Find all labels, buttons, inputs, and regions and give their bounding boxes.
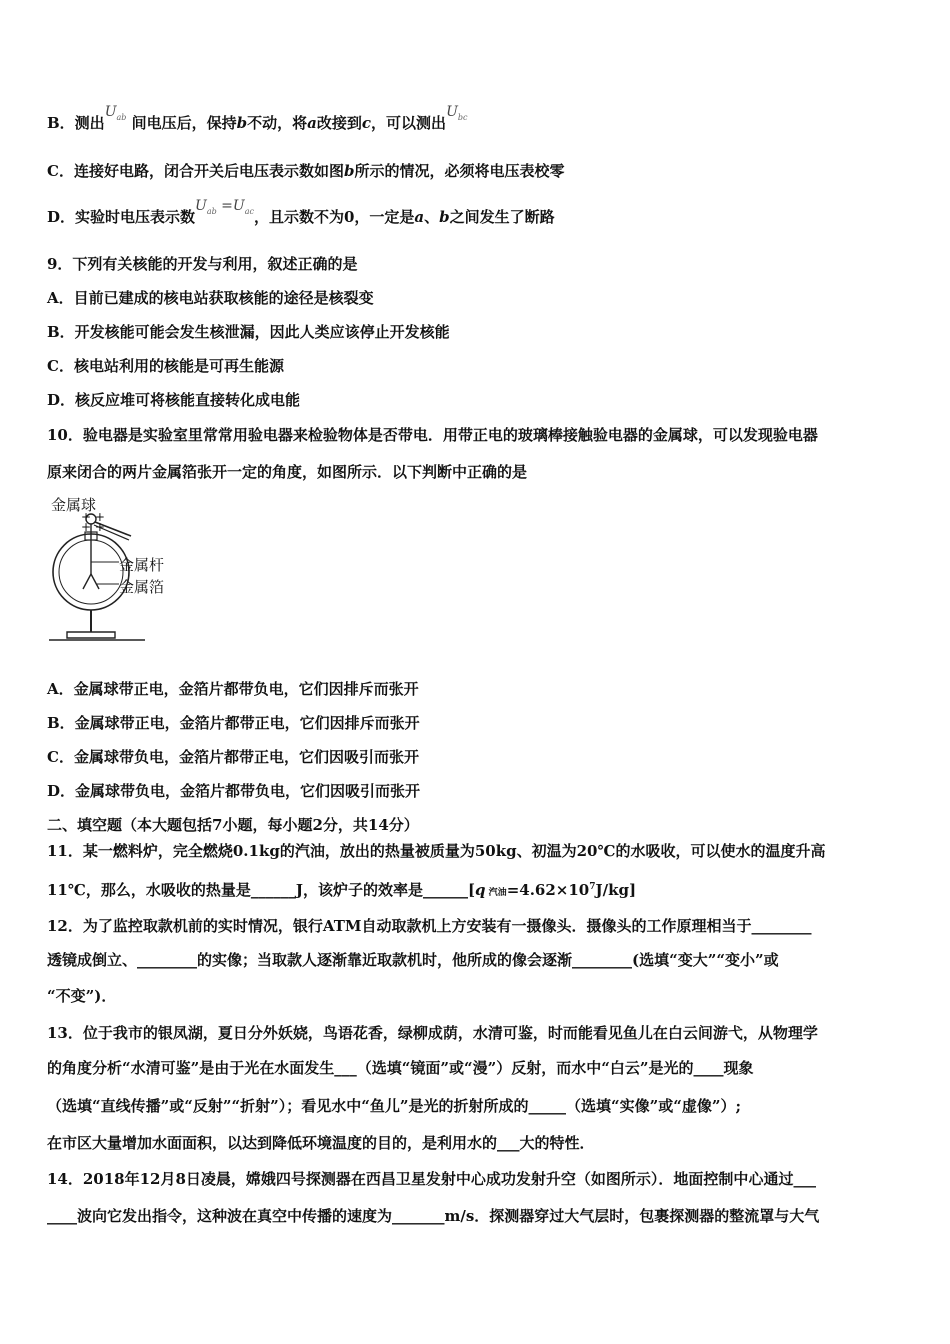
q10-stem-line2: 原来闭合的两片金属箔张开一定的角度，如图所示．以下判断中正确的是 — [47, 463, 528, 481]
q10-option-a: A．金属球带正电，金箔片都带负电，它们因排斥而张开 — [47, 680, 419, 698]
q10-option-c: C．金属球带负电，金箔片都带正电，它们因吸引而张开 — [47, 748, 419, 766]
electroscope-figure — [45, 494, 180, 644]
q11-line2: 11℃，那么，水吸收的热量是______J，该炉子的效率是______[q 汽油$=4.62\times 10^7J/kg$] — [47, 881, 637, 899]
voltage-equation: $U_{ab} =U_{ac}$ — [195, 198, 254, 216]
q8-option-c: C．连接好电路，闭合开关后电压表示数如图b所示的情况，必须将电压表校零 — [47, 162, 565, 180]
q12-line3: “不变”)． — [47, 987, 117, 1005]
q12-line2: 透镜成倒立、________的实像；当取款人逐渐靠近取款机时，他所成的像会逐渐________(选填“变大”“变小”或 — [47, 951, 779, 969]
q10-option-b: B．金属球带正电，金箔片都带正电，它们因排斥而张开 — [47, 714, 420, 732]
q9-option-b: B．开发核能可能会发生核泄漏，因此人类应该停止开发核能 — [47, 323, 450, 341]
q13-line2: 的角度分析“水清可鉴”是由于光在水面发生___（选填“镜面”或“漫”）反射，而水中“白云”是光的____现象 — [47, 1059, 754, 1077]
voltage-symbol: $U_{bc}$ — [446, 104, 468, 122]
voltage-symbol: $U_{ab}$ — [104, 104, 127, 122]
q9-option-d: D．核反应堆可将核能直接转化成电能 — [47, 391, 301, 409]
q9-stem: 9．下列有关核能的开发与利用，叙述正确的是 — [47, 255, 358, 273]
label-metal-rod: 金属杆 — [119, 556, 165, 574]
q12-line1: 12．为了监控取款机前的实时情况，银行ATM自动取款机上方安装有一摄像头．摄像头的工作原理相当于________ — [47, 917, 812, 935]
q10-stem-line1: 10．验电器是实验室里常常用验电器来检验物体是否带电．用带正电的玻璃棒接触验电器的金属球，可以发现验电器 — [47, 426, 818, 444]
q13-line1: 13．位于我市的银凤湖，夏日分外妖娆，鸟语花香，绿柳成荫，水清可鉴，时而能看见鱼儿在白云间游弋，从物理学 — [47, 1024, 818, 1042]
q14-line1: 14．2018年12月8日凌晨，嫦娥四号探测器在西昌卫星发射中心成功发射升空（如图所示）．地面控制中心通过___ — [47, 1170, 816, 1188]
q13-line3: （选填“直线传播”或“反射”“折射”）；看见水中“鱼儿”是光的折射所成的_____（选填“实像”或“虚像”）; — [47, 1097, 742, 1115]
q9-option-a: A．目前已建成的核电站获取核能的途径是核裂变 — [47, 289, 374, 307]
q8-option-d: D．实验时电压表示数$U_{ab} =U_{ac}$，且示数不为0，一定是a、b之间发生了断路 — [47, 198, 555, 226]
label-metal-ball: 金属球 — [51, 496, 97, 514]
positive-charges: + + + + — [81, 510, 105, 534]
q9-option-c: C．核电站利用的核能是可再生能源 — [47, 357, 284, 375]
q10-option-d: D．金属球带负电，金箔片都带负电，它们因吸引而张开 — [47, 782, 421, 800]
q13-line4: 在市区大量增加水面面积，以达到降低环境温度的目的，是利用水的___大的特性． — [47, 1134, 595, 1152]
label-metal-foil: 金属箔 — [119, 578, 165, 596]
section-heading: 二、填空题（本大题包括7小题，每小题2分，共14分） — [47, 816, 419, 834]
q11-line1: 11．某一燃料炉，完全燃烧0.1kg的汽油，放出的热量被质量为50kg、初温为20℃的水吸收，可以使水的温度升高 — [47, 842, 826, 860]
q14-line2: ____波向它发出指令，这种波在真空中传播的速度为_______m/s．探测器穿过大气层时，包裹探测器的整流罩与大气 — [47, 1207, 820, 1225]
q8-option-b: B．测出$U_{ab}$ 间电压后，保持b不动，将a改接到c，可以测出$U_{bc}$ — [47, 104, 468, 132]
